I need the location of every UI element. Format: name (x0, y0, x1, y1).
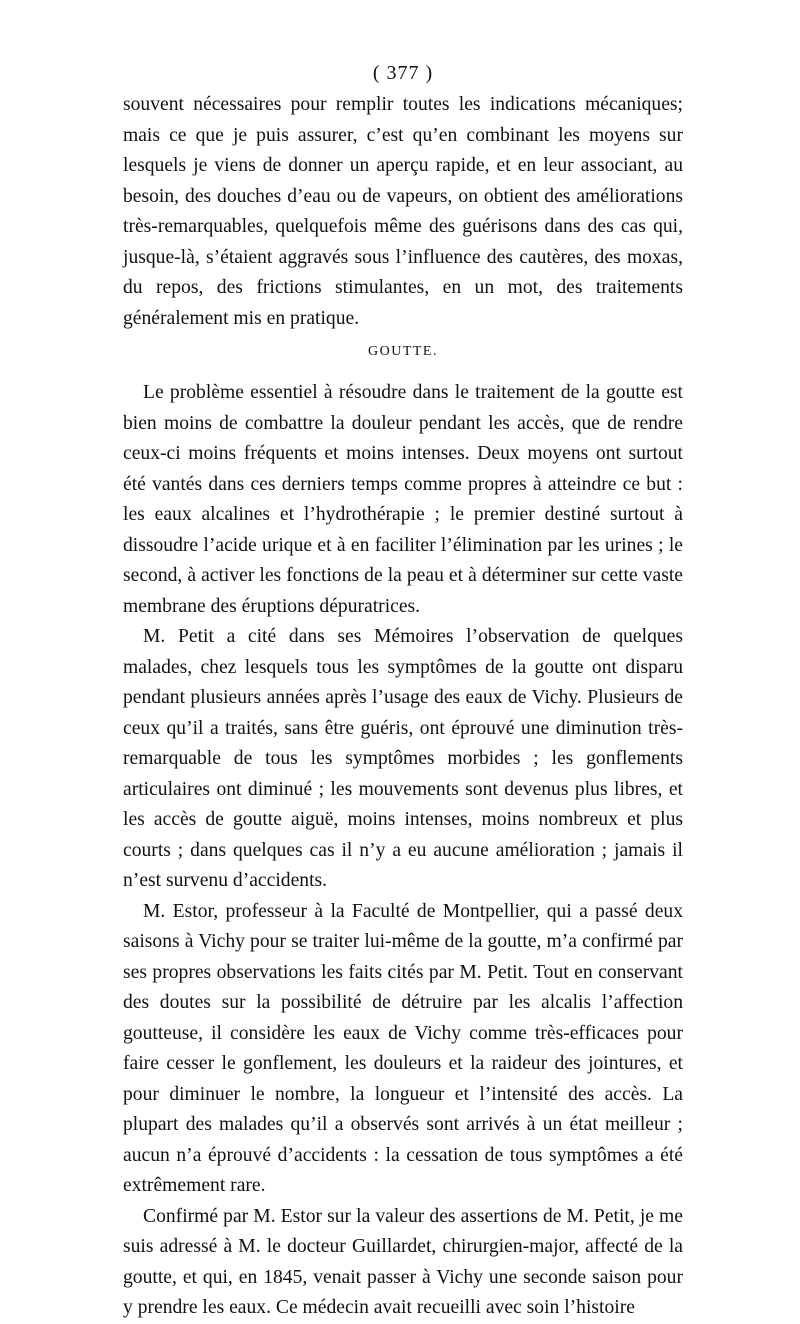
book-page (123, 58, 683, 1324)
intro-paragraph: souvent nécessaires pour remplir toutes les indications mécaniques; mais ce que je puis assurer, c’est qu’en combinant les moyens sur lesquels je viens de donner un aperçu rapide, et en leur associant, au besoin, des douches d’eau ou de vapeurs, on obtient des améliorations très-remarquables, quelquefois même des guérisons dans des cas qui, jusque-là, s’étaient aggravés sous l’influence des cautères, des moxas, du repos, des frictions stimulantes, en un mot, des traitements généralement mis en pratique. (123, 94, 683, 329)
paragraph-guillardet: Confirmé par M. Estor sur la valeur des assertions de M. Petit, je me suis adressé à M. le docteur Guillardet, chirurgien-major, affecté de la goutte, et qui, en 1845, venait passer à Vichy une seconde saison pour y prendre les eaux. Ce médecin avait recueilli avec soin l’histoire (123, 1205, 683, 1318)
page-number: ( 377 ) (372, 62, 434, 84)
paragraph-estor-confirmation: M. Estor, professeur à la Faculté de Montpellier, qui a passé deux saisons à Vichy pour se traiter lui-même de la goutte, m’a confirmé par ses propres observations les faits cités par M. Petit. Tout en conservant des doutes sur la possibilité de détruire par les alcalis l’affection goutteuse, il considère les eaux de Vichy comme très-efficaces pour faire cesser le gonflement, les douleurs et la raideur des jointures, et pour diminuer le nombre, la longueur et l’intensité des accès. La plupart des malades qu’il a observés sont arrivés à un état meilleur ; aucun n’a éprouvé d’accidents : la cessation de tous symptômes a été extrêmement rare. (123, 900, 683, 1196)
paragraph-goutte-problem: Le problème essentiel à résoudre dans le traitement de la goutte est bien moins de combattre la douleur pendant les accès, que de rendre ceux-ci moins fréquents et moins intenses. Deux moyens ont surtout été vantés dans ces derniers temps comme propres à atteindre ce but : les eaux alcalines et l’hydrothérapie ; le premier destiné surtout à dissoudre l’acide urique et à en faciliter l’élimination par les urines ; le second, à activer les fonctions de la peau et à déterminer sur cette vaste membrane des éruptions dépuratrices. (123, 382, 683, 617)
section-title: GOUTTE. (368, 344, 438, 359)
paragraph-petit-observations: M. Petit a cité dans ses Mémoires l’observation de quelques malades, chez lesquels tous les symptômes de la goutte ont disparu pendant plusieurs années après l’usage des eaux de Vichy. Plusieurs de ceux qu’il a traités, sans être guéris, ont éprouvé une diminution très-remarquable de tous les symptômes morbides ; les gonflements articulaires ont diminué ; les mouvements sont devenus plus libres, et les accès de goutte aiguë, moins intenses, moins nombreux et plus courts ; dans quelques cas il n’y a eu aucune amélioration ; jamais il n’est survenu d’accidents. (123, 626, 683, 891)
